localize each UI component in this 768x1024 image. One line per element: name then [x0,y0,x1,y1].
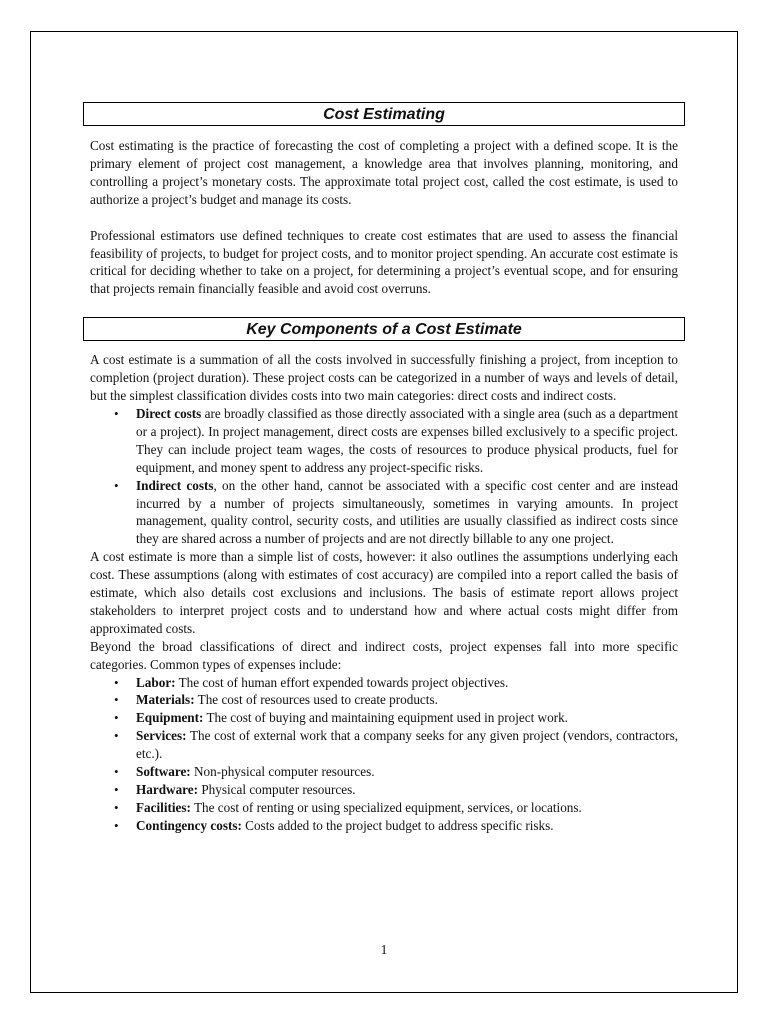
cost-types-list [90,405,678,548]
list-item-direct-costs [90,405,678,477]
section-title-key-components: Key Components of a Cost Estimate [83,317,685,341]
paragraph-expenses-intro: Beyond the broad classifications of direct and indirect costs, project expenses fall into more specific categories. Common types of expenses include: [90,638,678,672]
bullet-icon: • [114,764,119,780]
definition-services: The cost of external work that a company seeks for any given project (vendors, contractors, etc.). [136,728,678,762]
section-gap [90,298,678,317]
definition-equipment: The cost of buying and maintaining equipment used in project work. [203,710,568,726]
term-materials: Materials: [136,692,195,708]
bullet-icon: • [114,799,119,815]
definition-direct-costs: are broadly classified as those directly associated with a single area (such as a department or a project). In project management, direct costs are expenses billed exclusively to a specific project. They can include project team wages, the costs of resources to produce physical products, fuel for equipment, and money spent to address any project-specific risks. [136,405,678,475]
definition-software: Non-physical computer resources. [190,764,375,780]
definition-materials: The cost of resources used to create products. [194,692,438,708]
list-item-hardware [90,781,678,799]
bullet-icon: • [114,728,119,744]
section-title-cost-estimating: Cost Estimating [83,102,685,126]
list-item-services [90,727,678,763]
definition-contingency-costs: Costs added to the project budget to address specific risks. [241,817,554,833]
expense-types-list [90,674,678,835]
term-contingency-costs: Contingency costs: [136,817,242,833]
definition-facilities: The cost of renting or using specialized equipment, services, or locations. [190,799,582,815]
paragraph-basis-of-estimate: A cost estimate is more than a simple list of costs, however: it also outlines the assumptions underlying each cost. These assumptions (along with estimates of cost accuracy) are compiled into a report called the basis of estimate, which also details cost exclusions and inclusions. The basis of estimate report allows project stakeholders to interpret project costs and to understand how and where actual costs might differ from approximated costs. [90,549,678,636]
paragraph-definition: Cost estimating is the practice of forecasting the cost of completing a project with a defined scope. It is the primary element of project cost management, a knowledge area that involves planning, monitoring, and controlling a project’s monetary costs. The approximate total project cost, called the cost estimate, is used to authorize a project’s budget and manage its costs. [90,138,678,207]
paragraph-gap [90,209,678,227]
term-equipment: Equipment: [136,710,204,726]
term-hardware: Hardware: [136,782,199,797]
list-item-materials [90,691,678,709]
bullet-icon: • [114,405,119,421]
term-indirect-costs: Indirect costs [136,477,214,493]
bullet-icon: • [114,477,119,493]
document-body [90,102,678,835]
definition-indirect-costs: , on the other hand, cannot be associated with a specific cost center and are instead incurred by a number of projects simultaneously, sometimes in varying amounts. In project management, quality control, security costs, and utilities are usually classified as indirect costs since they are shared across a number of projects and are not directly billable to any one project. [136,477,679,547]
list-item-software [90,763,678,781]
page-number: 1 [380,942,388,957]
paragraph-professional-estimators: Professional estimators use defined techniques to create cost estimates that are used to assess the financial feasibility of projects, to budget for project costs, and to monitor project spending. An accurate cost estimate is critical for deciding whether to take on a project, for determining a project’s eventual scope, and for ensuring that projects remain financially feasible and avoid cost overruns. [90,227,678,297]
bullet-icon: • [114,782,119,797]
bullet-icon: • [114,692,119,708]
definition-labor: The cost of human effort expended towards project objectives. [175,674,509,690]
term-services: Services: [136,728,187,744]
bullet-icon: • [114,817,119,833]
paragraph-intro: A cost estimate is a summation of all the costs involved in successfully finishing a project, from inception to completion (project duration). These project costs can be categorized in a number of ways and levels of detail, but the simplest classification divides costs into two main categories: direct costs and indirect costs. [90,352,678,404]
term-facilities: Facilities: [136,799,191,815]
term-labor: Labor: [136,674,176,690]
definition-hardware: Physical computer resources. [198,782,356,797]
list-item-contingency-costs [90,817,678,835]
term-direct-costs: Direct costs [136,405,202,421]
list-item-labor [90,674,678,692]
bullet-icon: • [114,710,119,726]
bullet-icon: • [114,674,119,690]
list-item-facilities [90,799,678,817]
term-software: Software: [136,764,191,780]
list-item-equipment [90,709,678,727]
list-item-indirect-costs [90,477,678,549]
